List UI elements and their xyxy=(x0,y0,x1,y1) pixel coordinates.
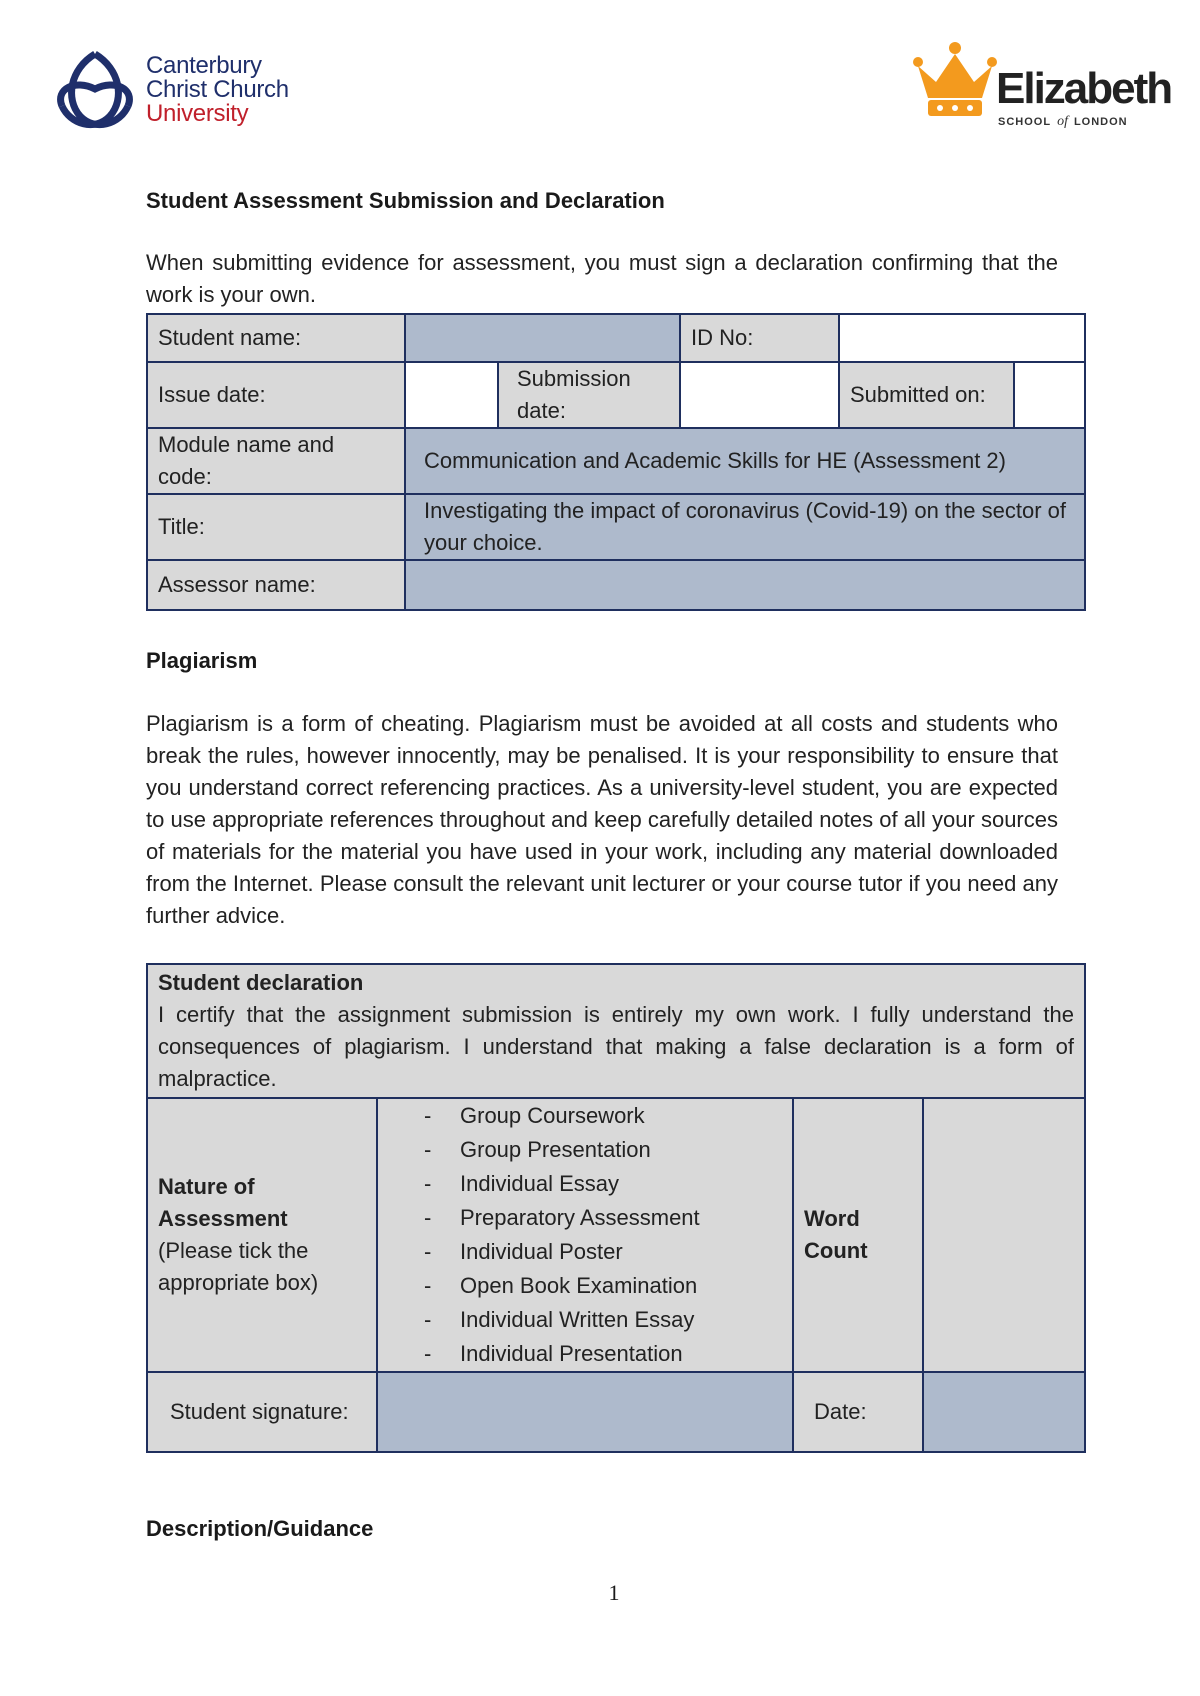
declaration-heading: Student declaration xyxy=(158,970,364,995)
option-dash: - xyxy=(424,1137,432,1162)
word-count-label xyxy=(793,1098,923,1372)
option-label: Individual Poster xyxy=(460,1239,623,1264)
school-of-london-wordmark xyxy=(998,114,1128,130)
option-dash: - xyxy=(424,1205,432,1230)
option-label: Individual Written Essay xyxy=(460,1307,695,1332)
submitted-on-field[interactable] xyxy=(1014,362,1085,428)
title-label: Title: xyxy=(147,494,405,560)
option-label: Individual Presentation xyxy=(460,1341,683,1366)
module-label: Module name and code: xyxy=(147,428,405,494)
ccu-line-3: University xyxy=(146,100,249,127)
submitted-on-label: Submitted on: xyxy=(839,362,1014,428)
date-label: Date: xyxy=(793,1372,923,1452)
assessment-option[interactable] xyxy=(378,1133,792,1167)
option-dash: - xyxy=(424,1341,432,1366)
declaration-cell xyxy=(147,964,1085,1098)
issue-date-field[interactable] xyxy=(405,362,498,428)
nature-label-1: Nature of xyxy=(158,1174,255,1199)
option-label: Group Coursework xyxy=(460,1103,645,1128)
intro-paragraph: When submitting evidence for assessment, you must sign a declaration confirming that the work is your own. xyxy=(146,250,1058,307)
option-label: Preparatory Assessment xyxy=(460,1205,700,1230)
date-field[interactable] xyxy=(923,1372,1085,1452)
signature-field[interactable] xyxy=(377,1372,793,1452)
option-dash: - xyxy=(424,1171,432,1196)
assessor-field[interactable] xyxy=(405,560,1085,610)
student-name-label: Student name: xyxy=(147,314,405,362)
assessment-option[interactable] xyxy=(378,1303,792,1337)
module-value: Communication and Academic Skills for HE (Assessment 2) xyxy=(405,428,1085,494)
option-label: Open Book Examination xyxy=(460,1273,698,1298)
declaration-text: I certify that the assignment submission is entirely my own work. I fully understand the consequences of plagiarism. I understand that making a false declaration is a form of malpractice. xyxy=(158,1002,1075,1091)
id-label: ID No: xyxy=(680,314,839,362)
submission-date-field[interactable] xyxy=(680,362,839,428)
option-dash: - xyxy=(424,1273,432,1298)
guidance-heading: Description/Guidance xyxy=(146,1516,374,1541)
trinity-knot-icon xyxy=(50,44,140,134)
sub-mid: of xyxy=(1057,114,1068,129)
submission-date-label: Submission date: xyxy=(498,362,680,428)
plagiarism-heading: Plagiarism xyxy=(146,648,258,673)
ccu-wordmark xyxy=(146,54,289,126)
assessment-option[interactable] xyxy=(378,1235,792,1269)
issue-date-label: Issue date: xyxy=(147,362,405,428)
assessment-options-cell xyxy=(377,1098,793,1372)
option-dash: - xyxy=(424,1103,432,1128)
page-title: Student Assessment Submission and Declaration xyxy=(146,188,665,213)
sub-left: SCHOOL xyxy=(998,116,1052,128)
sub-right: LONDON xyxy=(1073,116,1128,128)
assessment-option[interactable] xyxy=(378,1099,792,1133)
ccu-line-2: Christ Church xyxy=(146,76,289,103)
elizabeth-wordmark: Elizabeth xyxy=(996,64,1172,113)
nature-hint: (Please tick the appropriate box) xyxy=(158,1238,319,1295)
student-name-field[interactable] xyxy=(405,314,680,362)
plagiarism-paragraph: Plagiarism is a form of cheating. Plagiarism must be avoided at all costs and students who break the rules, however innocently, may be penalised. It is your responsibility to ensure that you understand correct referencing practices. As a university-level student, you are expected to use appropriate references throughout and keep carefully detailed notes of all your sources of materials for the material you have used in your work, including any material downloaded from the Internet. Please consult the relevant unit lecturer or your course tutor if you need any further advice. xyxy=(146,711,1058,928)
word-count-label-1: Word xyxy=(804,1206,860,1231)
id-field[interactable] xyxy=(839,314,1085,362)
nature-of-assessment-label xyxy=(147,1098,377,1372)
word-count-field[interactable] xyxy=(923,1098,1085,1372)
logo-canterbury-christ-church xyxy=(50,44,320,134)
signature-label: Student signature: xyxy=(147,1372,377,1452)
option-label: Group Presentation xyxy=(460,1137,651,1162)
assessment-option[interactable] xyxy=(378,1167,792,1201)
declaration-table xyxy=(146,963,1086,1453)
assessment-option[interactable] xyxy=(378,1269,792,1303)
page-number: 1 xyxy=(608,1580,620,1605)
assessment-option[interactable] xyxy=(378,1201,792,1235)
ccu-line-1: Canterbury xyxy=(146,52,262,79)
logo-elizabeth-school xyxy=(910,36,1172,136)
title-value: Investigating the impact of coronavirus (Covid-19) on the sector of your choice. xyxy=(405,494,1085,560)
option-label: Individual Essay xyxy=(460,1171,619,1196)
assessment-options-list xyxy=(378,1099,792,1371)
assessment-option[interactable] xyxy=(378,1337,792,1371)
details-table xyxy=(146,313,1086,611)
option-dash: - xyxy=(424,1239,432,1264)
option-dash: - xyxy=(424,1307,432,1332)
crown-icon xyxy=(910,36,1000,126)
assessor-label: Assessor name: xyxy=(147,560,405,610)
nature-label-2: Assessment xyxy=(158,1206,288,1231)
word-count-label-2: Count xyxy=(804,1238,868,1263)
